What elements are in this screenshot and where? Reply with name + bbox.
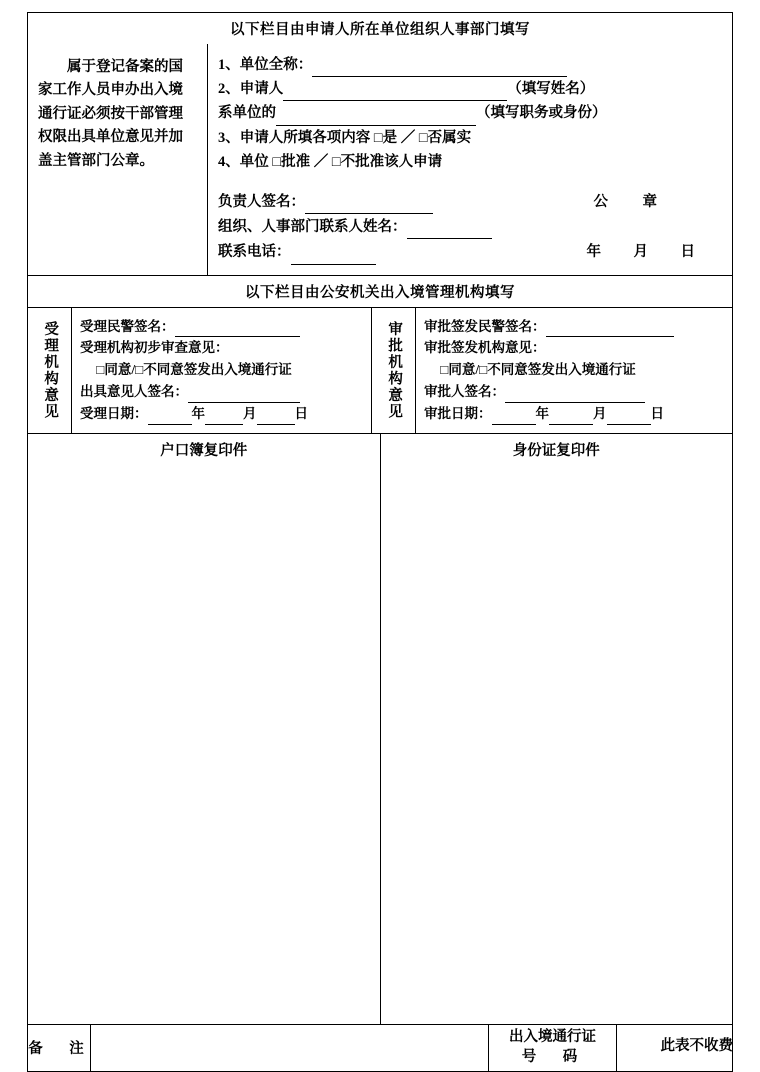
instruction-line-3: 通行证必须按干部管理 xyxy=(38,105,183,122)
approval-signer-row xyxy=(424,381,724,403)
approval-opinion-block xyxy=(416,308,732,433)
field-company-name-row xyxy=(218,54,722,77)
id-card-copy-area[interactable] xyxy=(381,434,733,1024)
field-position-row xyxy=(218,102,722,125)
approval-officer-input[interactable] xyxy=(546,323,674,338)
instruction-line-1: 属于登记备案的国 xyxy=(67,59,183,75)
authority-opinion-section xyxy=(28,308,732,434)
acceptance-opinion-signer-label: 出具意见人签名： xyxy=(80,384,188,400)
field-contact-phone-row xyxy=(218,241,722,264)
approval-date-year-label: 年 xyxy=(535,405,549,421)
approval-date-row xyxy=(424,403,724,425)
instruction-line-2: 家工作人员申办出入境 xyxy=(38,82,183,99)
employer-instructions xyxy=(28,44,208,275)
field-company-name-label: 1、单位全称： xyxy=(218,57,313,73)
instruction-line-4: 权限出具单位意见并加 xyxy=(38,129,183,146)
field-approval-row[interactable]: 4、单位 □批准 ／ □不批准该人申请 xyxy=(218,153,443,170)
approval-agency-label-text: 审批机构意见 xyxy=(386,320,403,420)
copies-section xyxy=(28,434,732,1025)
field-contact-name-label: 组织、人事部门联系人姓名： xyxy=(218,219,407,236)
section-header-authority: 以下栏目由公安机关出入境管理机构填写 xyxy=(28,276,732,308)
field-leader-signature-label: 负责人签名： xyxy=(218,193,305,210)
approval-date-day-label: 日 xyxy=(650,405,664,421)
section-header-employer: 以下栏目由申请人所在单位组织人事部门填写 xyxy=(230,22,530,38)
hukou-copy-area[interactable] xyxy=(28,434,381,1024)
field-applicant-input[interactable] xyxy=(283,86,507,102)
acceptance-agency-label xyxy=(28,308,72,433)
employer-fields xyxy=(208,44,732,275)
footer-section xyxy=(28,1025,732,1071)
remarks-input[interactable] xyxy=(91,1025,489,1071)
instruction-line-5: 盖主管部门公章。 xyxy=(38,152,154,169)
fee-footnote: 此表不收费 xyxy=(660,1038,733,1054)
employer-section xyxy=(28,44,732,276)
acceptance-date-year-label: 年 xyxy=(191,405,205,421)
acceptance-officer-label: 受理民警签名： xyxy=(80,318,175,334)
approval-signer-input[interactable] xyxy=(505,388,645,403)
field-contact-phone-input[interactable] xyxy=(291,249,376,265)
field-position-input[interactable] xyxy=(276,110,476,126)
field-position-note: （填写职务或身份） xyxy=(476,105,607,122)
acceptance-date-month-label: 月 xyxy=(243,405,257,421)
approval-date-month-label: 月 xyxy=(593,405,607,421)
acceptance-officer-row xyxy=(80,316,363,338)
acceptance-agency-label-text: 受理机构意见 xyxy=(42,320,59,420)
acceptance-date-label: 受理日期： xyxy=(80,405,148,421)
approval-date-year-input[interactable] xyxy=(492,410,536,425)
field-company-name-input[interactable] xyxy=(312,62,567,78)
approval-date-label: 审批日期： xyxy=(424,405,492,421)
id-card-copy-title: 身份证复印件 xyxy=(512,442,600,459)
approval-checkbox-row[interactable]: □同意/□不同意签发出入境通行证 xyxy=(440,362,636,378)
approval-date-month-input[interactable] xyxy=(549,410,593,425)
field-applicant-label: 2、申请人 xyxy=(218,81,284,98)
field-content-truth-row[interactable]: 3、申请人所填各项内容 □是 ／ □否属实 xyxy=(218,129,472,146)
field-applicant-row xyxy=(218,78,722,101)
field-applicant-note: （填写姓名） xyxy=(507,81,595,98)
acceptance-opinion-signer-row xyxy=(80,381,363,403)
approval-officer-label: 审批签发民警签名： xyxy=(424,318,546,334)
field-contact-name-row xyxy=(218,216,722,239)
acceptance-review-label: 受理机构初步审查意见： xyxy=(80,340,229,356)
remarks-label: 备 注 xyxy=(28,1025,91,1071)
acceptance-date-year-input[interactable] xyxy=(148,410,192,425)
field-position-label: 系单位的 xyxy=(218,105,276,122)
acceptance-date-row xyxy=(80,403,363,425)
spacer xyxy=(218,175,722,191)
permit-number-label-line2: 号 码 xyxy=(521,1048,584,1065)
permit-number-label-line1: 出入境通行证 xyxy=(509,1029,596,1046)
acceptance-opinion-signer-input[interactable] xyxy=(188,388,300,403)
approval-agency-label xyxy=(372,308,416,433)
field-leader-signature-input[interactable] xyxy=(305,199,433,215)
acceptance-officer-input[interactable] xyxy=(175,323,300,338)
field-contact-name-input[interactable] xyxy=(407,224,492,240)
acceptance-opinion-block xyxy=(72,308,372,433)
field-contact-phone-label: 联系电话： xyxy=(218,244,291,261)
approval-date-day-input[interactable] xyxy=(607,410,651,425)
hukou-copy-title: 户口簿复印件 xyxy=(160,442,248,459)
approval-opinion-label: 审批签发机构意见： xyxy=(424,340,546,356)
acceptance-checkbox-row[interactable]: □同意/□不同意签发出入境通行证 xyxy=(96,362,292,378)
acceptance-date-month-input[interactable] xyxy=(205,410,243,425)
application-form-table xyxy=(27,12,733,1072)
approval-signer-label: 审批人签名： xyxy=(424,384,505,400)
acceptance-date-day-input[interactable] xyxy=(257,410,295,425)
field-leader-signature-row xyxy=(218,191,722,214)
permit-number-label xyxy=(489,1025,617,1071)
approval-officer-row xyxy=(424,316,724,338)
acceptance-date-day-label: 日 xyxy=(294,405,308,421)
field-date-row[interactable]: 年 月 日 xyxy=(586,244,704,261)
seal-placeholder: 公 章 xyxy=(593,193,667,210)
